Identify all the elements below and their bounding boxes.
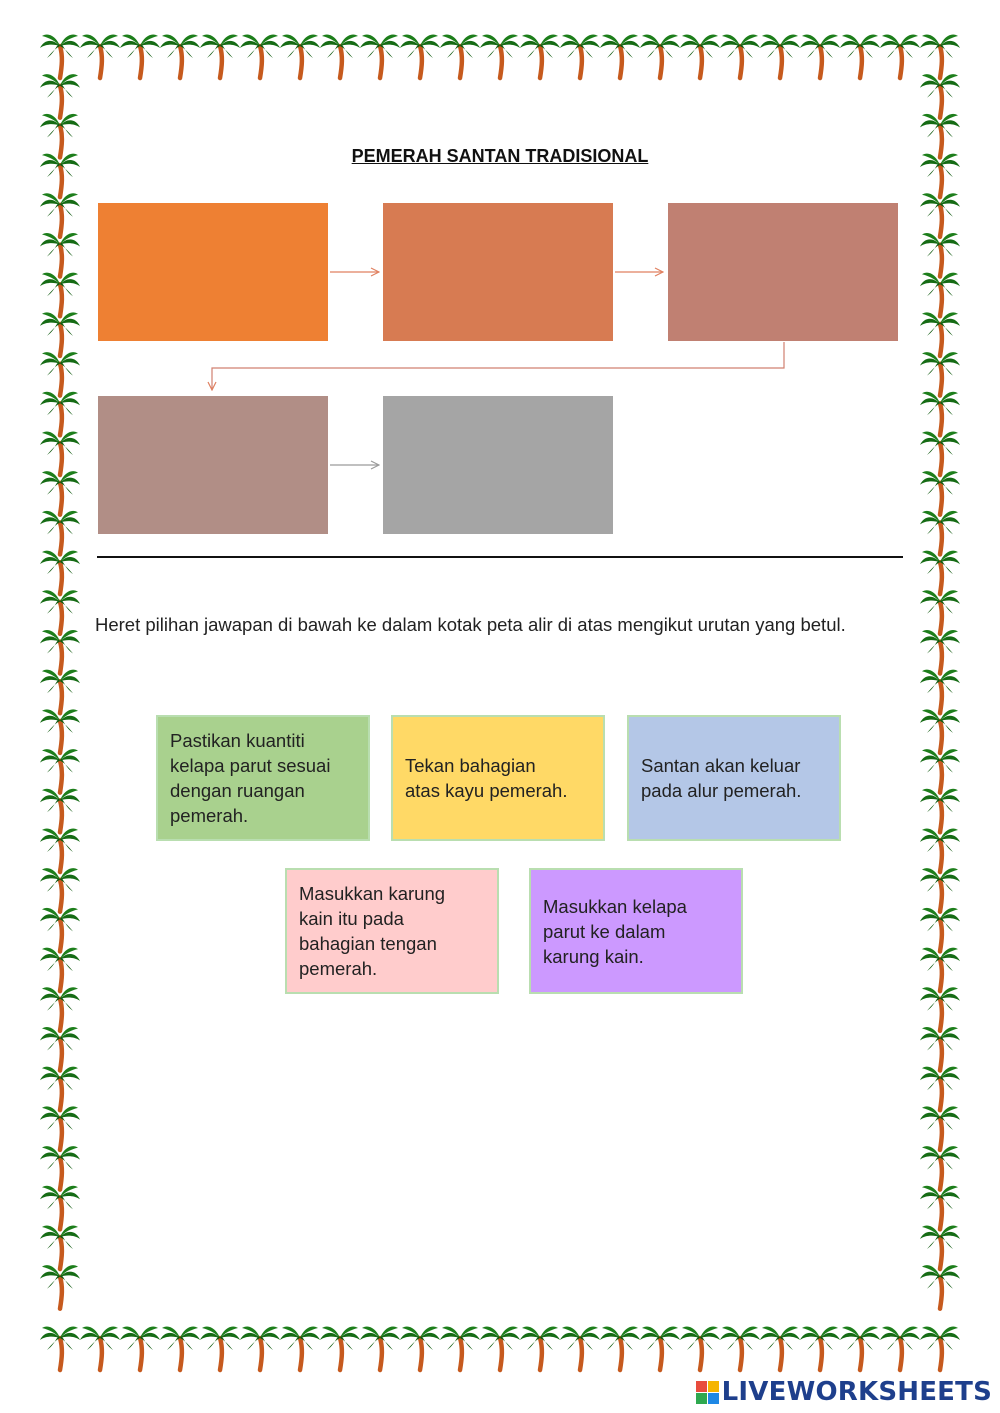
palm-tree-icon [240, 1326, 280, 1370]
palm-tree-icon [200, 1326, 240, 1370]
palm-tree-icon [800, 1326, 840, 1370]
flow-box-5[interactable] [383, 396, 613, 534]
palm-tree-icon [80, 1326, 120, 1370]
palm-tree-icon [40, 1146, 80, 1190]
palm-tree-icon [920, 1027, 960, 1071]
palm-tree-icon [40, 868, 80, 912]
palm-tree-icon [600, 1326, 640, 1370]
palm-tree-icon [920, 789, 960, 833]
page-title: PEMERAH SANTAN TRADISIONAL [351, 146, 649, 166]
divider-line [97, 556, 903, 558]
palm-tree-icon [920, 1186, 960, 1230]
option-card-1[interactable] [156, 715, 370, 841]
palm-tree-icon [680, 1326, 720, 1370]
palm-tree-icon [40, 1067, 80, 1111]
instruction-text: Heret pilihan jawapan di bawah ke dalam kotak peta alir di atas mengikut urutan yang betul. [95, 614, 846, 635]
palm-tree-icon [920, 948, 960, 992]
palm-tree-icon [400, 1326, 440, 1370]
palm-tree-icon [920, 1106, 960, 1150]
palm-tree-icon [40, 828, 80, 872]
option-card-2-text: Tekan bahagian atas kayu pemerah. [405, 755, 568, 801]
palm-tree-icon [40, 908, 80, 952]
palm-tree-icon [920, 630, 960, 674]
palm-tree-icon [40, 948, 80, 992]
palm-tree-icon [920, 828, 960, 872]
palm-tree-icon [920, 1326, 960, 1370]
palm-tree-icon [360, 1326, 400, 1370]
palm-tree-icon [920, 908, 960, 952]
palm-tree-icon [720, 1326, 760, 1370]
flow-box-4[interactable] [98, 396, 328, 534]
palm-tree-icon [840, 1326, 880, 1370]
palm-tree-icon [40, 1027, 80, 1071]
palm-tree-icon [40, 1106, 80, 1150]
palm-tree-icon [920, 670, 960, 714]
palm-tree-icon [920, 1265, 960, 1309]
palm-tree-icon [920, 1067, 960, 1111]
palm-tree-icon [920, 987, 960, 1031]
palm-tree-icon [40, 987, 80, 1031]
palm-tree-icon [920, 1225, 960, 1269]
palm-tree-icon [920, 709, 960, 753]
palm-tree-icon [40, 749, 80, 793]
palm-tree-icon [40, 789, 80, 833]
palm-tree-icon [440, 1326, 480, 1370]
flow-box-3[interactable] [668, 203, 898, 341]
palm-tree-icon [920, 749, 960, 793]
palm-tree-icon [40, 1326, 80, 1370]
option-card-3[interactable] [627, 715, 841, 841]
palm-tree-icon [920, 868, 960, 912]
palm-tree-icon [280, 1326, 320, 1370]
palm-tree-icon [920, 1146, 960, 1190]
option-card-3-text: Santan akan keluar pada alur pemerah. [641, 755, 802, 801]
palm-tree-icon [40, 1225, 80, 1269]
logo-text: LIVEWORKSHEETS [721, 1377, 992, 1407]
option-card-1-text: Pastikan kuantiti kelapa parut sesuai dengan ruangan pemerah. [170, 730, 331, 826]
option-card-5[interactable] [529, 868, 743, 994]
option-card-4-text: Masukkan karung kain itu pada bahagian tengan pemerah. [299, 883, 446, 979]
palm-tree-icon [40, 630, 80, 674]
palm-tree-icon [760, 1326, 800, 1370]
option-card-2[interactable] [391, 715, 605, 841]
palm-tree-icon [40, 670, 80, 714]
arrow-3-to-4 [212, 342, 784, 390]
palm-tree-icon [40, 709, 80, 753]
liveworksheets-logo [696, 1377, 992, 1407]
palm-tree-icon [880, 1326, 920, 1370]
palm-tree-icon [160, 1326, 200, 1370]
palm-tree-icon [320, 1326, 360, 1370]
palm-tree-icon [120, 1326, 160, 1370]
palm-tree-icon [40, 1186, 80, 1230]
palm-tree-icon [480, 1326, 520, 1370]
liveworksheets-logo-icon [696, 1381, 719, 1404]
palm-tree-icon [640, 1326, 680, 1370]
palm-tree-icon [40, 1265, 80, 1309]
option-card-5-text: Masukkan kelapa parut ke dalam karung kain. [543, 895, 687, 967]
flow-box-2[interactable] [383, 203, 613, 341]
palm-tree-icon [520, 1326, 560, 1370]
option-card-4[interactable] [285, 868, 499, 994]
flow-box-1[interactable] [98, 203, 328, 341]
palm-tree-icon [560, 1326, 600, 1370]
